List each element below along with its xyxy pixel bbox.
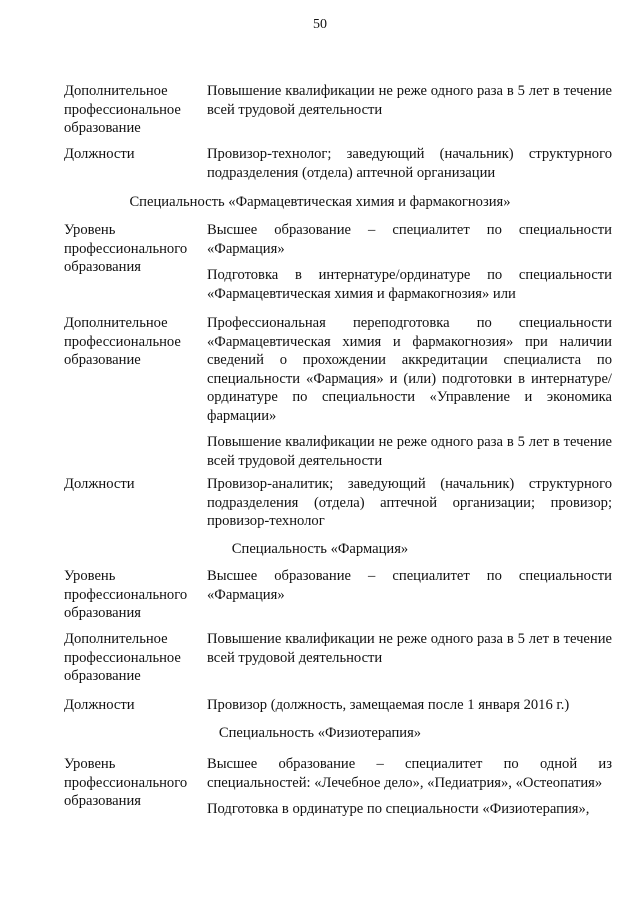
row-value-paragraph: Подготовка в ординатуре по специальности «Физиотерапия», <box>207 801 590 817</box>
row-label: Должности <box>64 476 135 492</box>
row-value-paragraph: Провизор-технолог; заведующий (начальник) структурного подразделения (отдела) аптечной организации <box>207 146 612 181</box>
row-value-paragraph: Высшее образование – специалитет по специальности «Фармация» <box>207 222 612 257</box>
section-heading: Специальность «Фармация» <box>231 541 409 557</box>
row-label: Уровень профессионального образования <box>64 756 188 809</box>
row-label: Дополнительное профессиональное образование <box>64 315 181 368</box>
row-value-paragraph: Повышение квалификации не реже одного раза в 5 лет в течение всей трудовой деятельности <box>207 83 612 118</box>
row-value <box>207 314 612 470</box>
row-value <box>207 82 612 119</box>
row-label: Дополнительное профессиональное образование <box>64 631 181 684</box>
section-heading: Специальность «Фармацевтическая химия и фармакогнозия» <box>129 194 511 210</box>
row-value-paragraph: Повышение квалификации не реже одного раза в 5 лет в течение всей трудовой деятельности <box>207 434 612 469</box>
page-number: 50 <box>313 17 327 32</box>
row-value-paragraph: Профессиональная переподготовка по специальности «Фармацевтическая химия и фармакогнозия» при наличии сведений о прохождении аккредитации специалиста по специальности «Фармация» и (или) подготовки в интернатуре/ординатуре по специальности «Управление и экономика фармации» <box>207 315 612 424</box>
section-heading: Специальность «Физиотерапия» <box>218 725 422 741</box>
row-value-paragraph: Повышение квалификации не реже одного раза в 5 лет в течение всей трудовой деятельности <box>207 631 612 666</box>
row-value <box>207 475 612 531</box>
row-value-paragraph: Провизор-аналитик; заведующий (начальник) структурного подразделения (отдела) аптечной организации; провизор; провизор-технолог <box>207 476 612 529</box>
row-value-paragraph: Высшее образование – специалитет по специальности «Фармация» <box>207 568 612 603</box>
row-label: Должности <box>64 146 135 162</box>
row-value <box>207 696 612 715</box>
row-value-paragraph: Высшее образование – специалитет по одной из специальностей: «Лечебное дело», «Педиатрия», «Остеопатия» <box>207 756 612 791</box>
row-value <box>207 567 612 604</box>
row-label: Должности <box>64 697 135 713</box>
row-value <box>207 145 612 182</box>
row-value-paragraph: Провизор (должность, замещаемая после 1 января 2016 г.) <box>207 697 570 713</box>
row-label: Уровень профессионального образования <box>64 568 188 621</box>
row-label: Дополнительное профессиональное образование <box>64 83 181 136</box>
row-value <box>207 755 612 819</box>
row-value <box>207 221 612 303</box>
row-value <box>207 630 612 667</box>
row-value-paragraph: Подготовка в интернатуре/ординатуре по специальности «Фармацевтическая химия и фармакогнозия» или <box>207 267 612 302</box>
row-label: Уровень профессионального образования <box>64 222 188 275</box>
